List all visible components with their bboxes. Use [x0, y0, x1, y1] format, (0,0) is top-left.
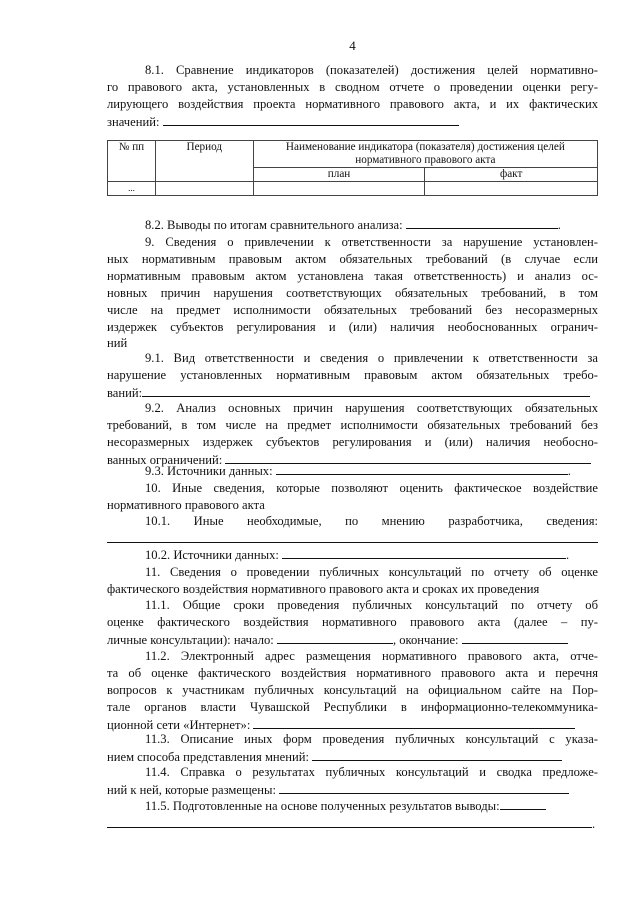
- start-label: личные консультации): начало:: [107, 632, 274, 647]
- section-11-2-line: тале органов власти Чувашской Республики в информационно-телекоммуника-: [107, 699, 598, 714]
- section-10-2-label: 10.2. Источники данных:: [145, 548, 279, 562]
- section-9-3: 9.3. Источники данных: .: [145, 464, 571, 478]
- section-11-2-line: 11.2. Электронный адрес размещения нормативного правового акта, отче-: [145, 649, 598, 663]
- section-11: [107, 564, 598, 598]
- section-11-3-line: 11.3. Описание иных форм проведения публичных консультаций с указа-: [145, 732, 598, 746]
- web-address-blank[interactable]: [253, 716, 575, 729]
- table-header-indicator: Наименование индикатора (показателя) достижения целей нормативного правового акта: [253, 141, 597, 168]
- other-forms-blank[interactable]: [312, 748, 562, 761]
- table-header-fact: факт: [425, 168, 598, 182]
- sources-blank[interactable]: [276, 462, 568, 475]
- section-9-2-line: несоразмерных издержек субъектов регулирования и (или) наличия необосно-: [107, 434, 598, 449]
- section-11-2-line: ционной сети «Интернет»:: [107, 717, 251, 732]
- table-cell[interactable]: [155, 182, 253, 196]
- section-11-4: [107, 764, 598, 799]
- end-label: окончание:: [399, 632, 459, 647]
- section-11-5: 11.5. Подготовленные на основе полученных результатов выводы: .: [107, 797, 598, 833]
- table-cell[interactable]: [253, 182, 425, 196]
- section-11-3-line: нием способа представления мнений:: [107, 749, 309, 764]
- section-8-1-line: значений:: [107, 114, 160, 129]
- section-11-line: 11. Сведения о проведении публичных консультаций по отчету об оценке: [145, 565, 598, 579]
- section-10-1: [107, 513, 598, 543]
- section-9-line: числе на предмет исполнимости обязательных требований без несоразмерных: [107, 302, 598, 317]
- section-10: [107, 480, 598, 514]
- section-10-line: нормативного правового акта: [107, 497, 265, 512]
- section-9-2-line: ванных ограничений:: [107, 452, 223, 467]
- section-10-2: 10.2. Источники данных: .: [145, 548, 570, 562]
- table-cell[interactable]: [425, 182, 598, 196]
- other-info-blank[interactable]: [107, 530, 598, 543]
- section-9-3-label: 9.3. Источники данных:: [145, 464, 273, 478]
- table-header-period: Период: [155, 141, 253, 182]
- conclusions-final-blank[interactable]: [500, 797, 546, 810]
- section-11-1: 11.1. Общие сроки проведения публичных консультаций по отчету об оценке фактического воздействия нормативного правового акта (далее – пу- личные консультации): начало: , окончание:: [107, 598, 598, 647]
- section-11-2: [107, 648, 598, 734]
- values-blank[interactable]: [163, 113, 459, 126]
- section-11-1-line: 11.1. Общие сроки проведения публичных консультаций по отчету об: [145, 598, 598, 612]
- section-9-1-line: нарушение установленных нормативным правовым актом обязательных требо-: [107, 367, 598, 382]
- section-9-line: нормативным правовым актом установлена такая ответственность) и анализ ос-: [107, 268, 598, 283]
- conclusions-blank[interactable]: [406, 216, 558, 229]
- section-8-1-line: го правового акта, установленных в сводном отчете о проведении оценки регу-: [107, 79, 598, 94]
- section-9-line: новных причин нарушения соответствующих обязательных требований, в том: [107, 285, 598, 300]
- section-8-1: [107, 62, 598, 131]
- section-11-2-line: вопросов к участникам публичных консультаций на официальном сайте на Пор-: [107, 682, 598, 697]
- table-cell: ...: [108, 182, 156, 196]
- section-11-3: [107, 731, 598, 766]
- section-8-2-label: 8.2. Выводы по итогам сравнительного анализа:: [145, 218, 403, 232]
- section-11-4-line: ний к ней, которые размещены:: [107, 782, 276, 797]
- indicator-table: [107, 140, 598, 196]
- section-9-2-line: требований, в том числе на предмет исполнимости обязательных требований без: [107, 417, 598, 432]
- section-10-1-label: 10.1. Иные необходимые, по мнению разработчика, сведения:: [145, 514, 598, 528]
- section-9-line: ных нормативным правовым актом обязательных требований (в случае если: [107, 251, 598, 266]
- table-header-num: № пп: [108, 141, 156, 182]
- sources-2-blank[interactable]: [282, 546, 566, 559]
- section-8-2: 8.2. Выводы по итогам сравнительного анализа: .: [145, 218, 561, 232]
- table-row: [108, 182, 598, 196]
- end-date-blank[interactable]: [462, 631, 568, 644]
- section-8-1-line: 8.1. Сравнение индикаторов (показателей) достижения целей нормативно-: [145, 63, 598, 77]
- section-9-line: 9. Сведения о привлечении к ответственности за нарушение установлен-: [145, 235, 598, 249]
- liability-blank[interactable]: [142, 384, 590, 397]
- section-9-1-line: 9.1. Вид ответственности и сведения о привлечении к ответственности за: [145, 351, 598, 365]
- section-10-line: 10. Иные сведения, которые позволяют оценить фактическое воздействие: [145, 481, 598, 495]
- section-9-2: [107, 400, 598, 469]
- table-header-plan: план: [253, 168, 425, 182]
- section-11-line: фактического воздействия нормативного правового акта и сроках их проведения: [107, 581, 540, 596]
- section-8-1-line: лирующего воздействия проекта нормативного правового акта, и их фактических: [107, 96, 598, 111]
- section-11-5-label: 11.5. Подготовленные на основе полученных результатов выводы:: [145, 799, 500, 813]
- section-9-line: издержек субъектов регулирования и (или) наличия необоснованных огранич-: [107, 319, 598, 334]
- section-9-2-line: 9.2. Анализ основных причин нарушения соответствующих обязательных: [145, 401, 598, 415]
- start-date-blank[interactable]: [277, 631, 393, 644]
- section-9-1-line: ваний:: [107, 385, 143, 400]
- section-11-2-line: та об оценке фактического воздействия нормативного правового акта и перечня: [107, 665, 598, 680]
- section-9-1: [107, 350, 598, 402]
- section-9-line: ний: [107, 336, 128, 351]
- conclusions-final-blank-2[interactable]: [107, 815, 592, 828]
- report-blank[interactable]: [279, 781, 569, 794]
- section-11-4-line: 11.4. Справка о результатах публичных консультаций и сводка предложе-: [145, 765, 598, 779]
- page-number: 4: [349, 38, 356, 53]
- section-11-1-line: оценке фактического воздействия нормативного правового акта (далее – пу-: [107, 614, 598, 629]
- section-9: [107, 234, 598, 352]
